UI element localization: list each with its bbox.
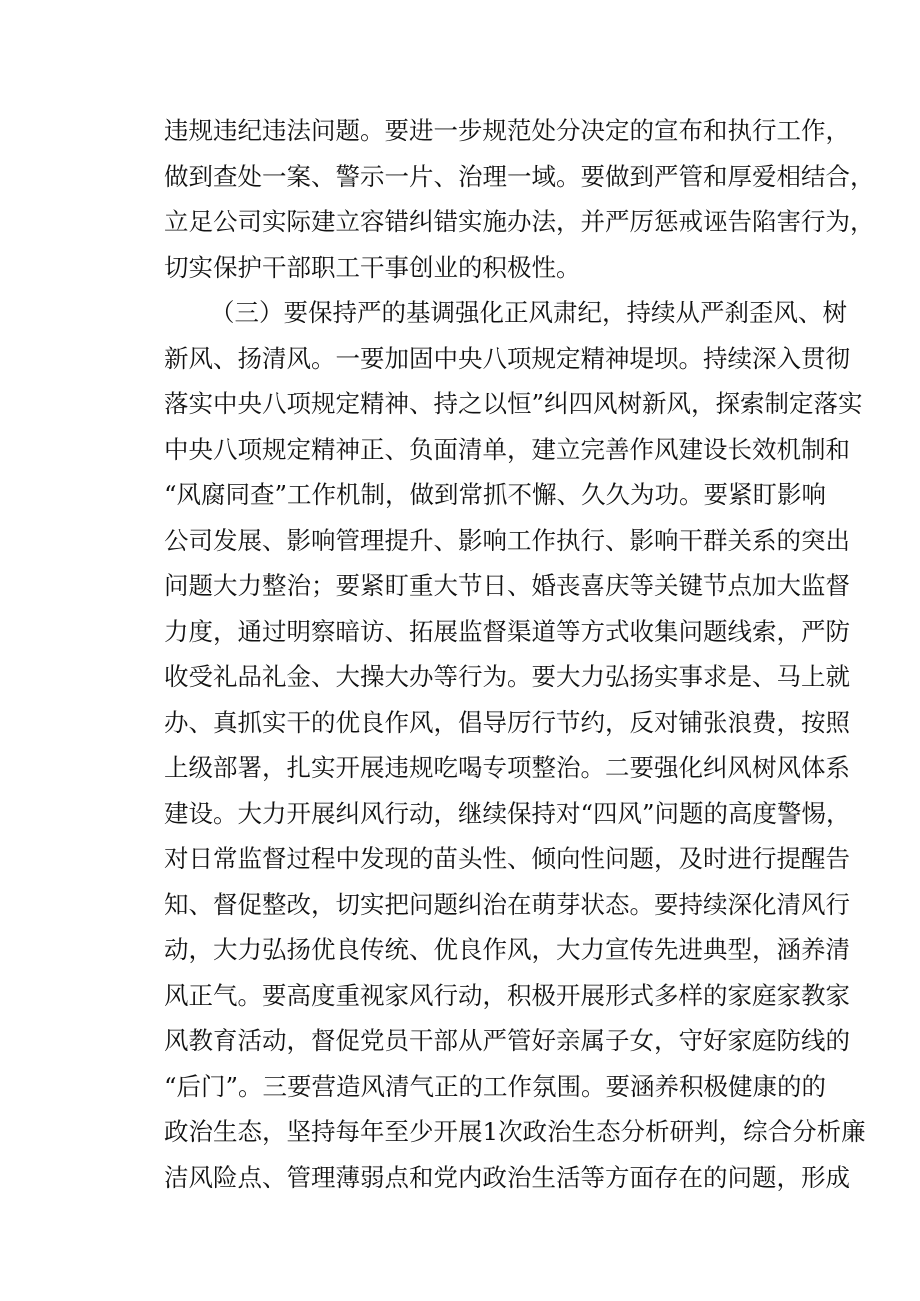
- text-line: 政治生态，坚持每年至少开展1次政治生态分析研判，综合分析廉: [164, 1117, 866, 1146]
- body-text: [164, 108, 875, 1200]
- text-line: 力度，通过明察暗访、拓展监督渠道等方式收集问题线索，严防: [164, 616, 850, 646]
- text-line: “风腐同查”工作机制，做到常抓不懈、久久为功。要紧盯影响: [164, 480, 827, 509]
- text-line: 落实中央八项规定精神、持之以恒”纠四风树新风，探索制定落实: [164, 389, 863, 418]
- text-line: 立足公司实际建立容错纠错实施办法，并严厉惩戒诬告陷害行为，: [164, 207, 875, 236]
- text-line: 建设。大力开展纠风行动，继续保持对“四风”问题的高度警惕，: [164, 798, 851, 828]
- section-heading-line: （三）要保持严的基调强化正风肃纪，持续从严刹歪风、树: [210, 298, 847, 327]
- text-line: 知、督促整改，切实把问题纠治在萌芽状态。要持续深化清风行: [164, 889, 850, 919]
- text-line: 问题大力整治；要紧盯重大节日、婚丧喜庆等关键节点加大监督: [164, 571, 850, 600]
- text-line: 办、真抓实干的优良作风，倡导厉行节约，反对铺张浪费，按照: [164, 707, 850, 737]
- text-line: 洁风险点、管理薄弱点和党内政治生活等方面存在的问题，形成: [164, 1162, 850, 1192]
- text-line: 风正气。要高度重视家风行动，积极开展形式多样的家庭家教家: [164, 980, 850, 1010]
- text-line: 违规违纪违法问题。要进一步规范处分决定的宣布和执行工作，: [164, 116, 850, 145]
- text-line: 动，大力弘扬优良传统、优良作风，大力宣传先进典型，涵养清: [164, 935, 850, 964]
- text-line: “后门”。三要营造风清气正的工作氛围。要涵养积极健康的的: [164, 1071, 827, 1101]
- text-line: 收受礼品礼金、大操大办等行为。要大力弘扬实事求是、马上就: [164, 662, 850, 691]
- text-line: 做到查处一案、警示一片、治理一域。要做到严管和厚爱相结合，: [164, 161, 875, 191]
- text-line: 切实保护干部职工干事创业的积极性。: [164, 252, 581, 282]
- text-line: 风教育活动，督促党员干部从严管好亲属子女，守好家庭防线的: [164, 1026, 850, 1055]
- text-line: 对日常监督过程中发现的苗头性、倾向性问题，及时进行提醒告: [164, 844, 850, 873]
- text-line: 新风、扬清风。一要加固中央八项规定精神堤坝。持续深入贯彻: [164, 343, 850, 373]
- text-line: 上级部署，扎实开展违规吃喝专项整治。二要强化纠风树风体系: [164, 753, 850, 782]
- text-line: 公司发展、影响管理提升、影响工作执行、影响干群关系的突出: [164, 525, 850, 555]
- text-line: 中央八项规定精神正、负面清单，建立完善作风建设长效机制和: [164, 434, 850, 464]
